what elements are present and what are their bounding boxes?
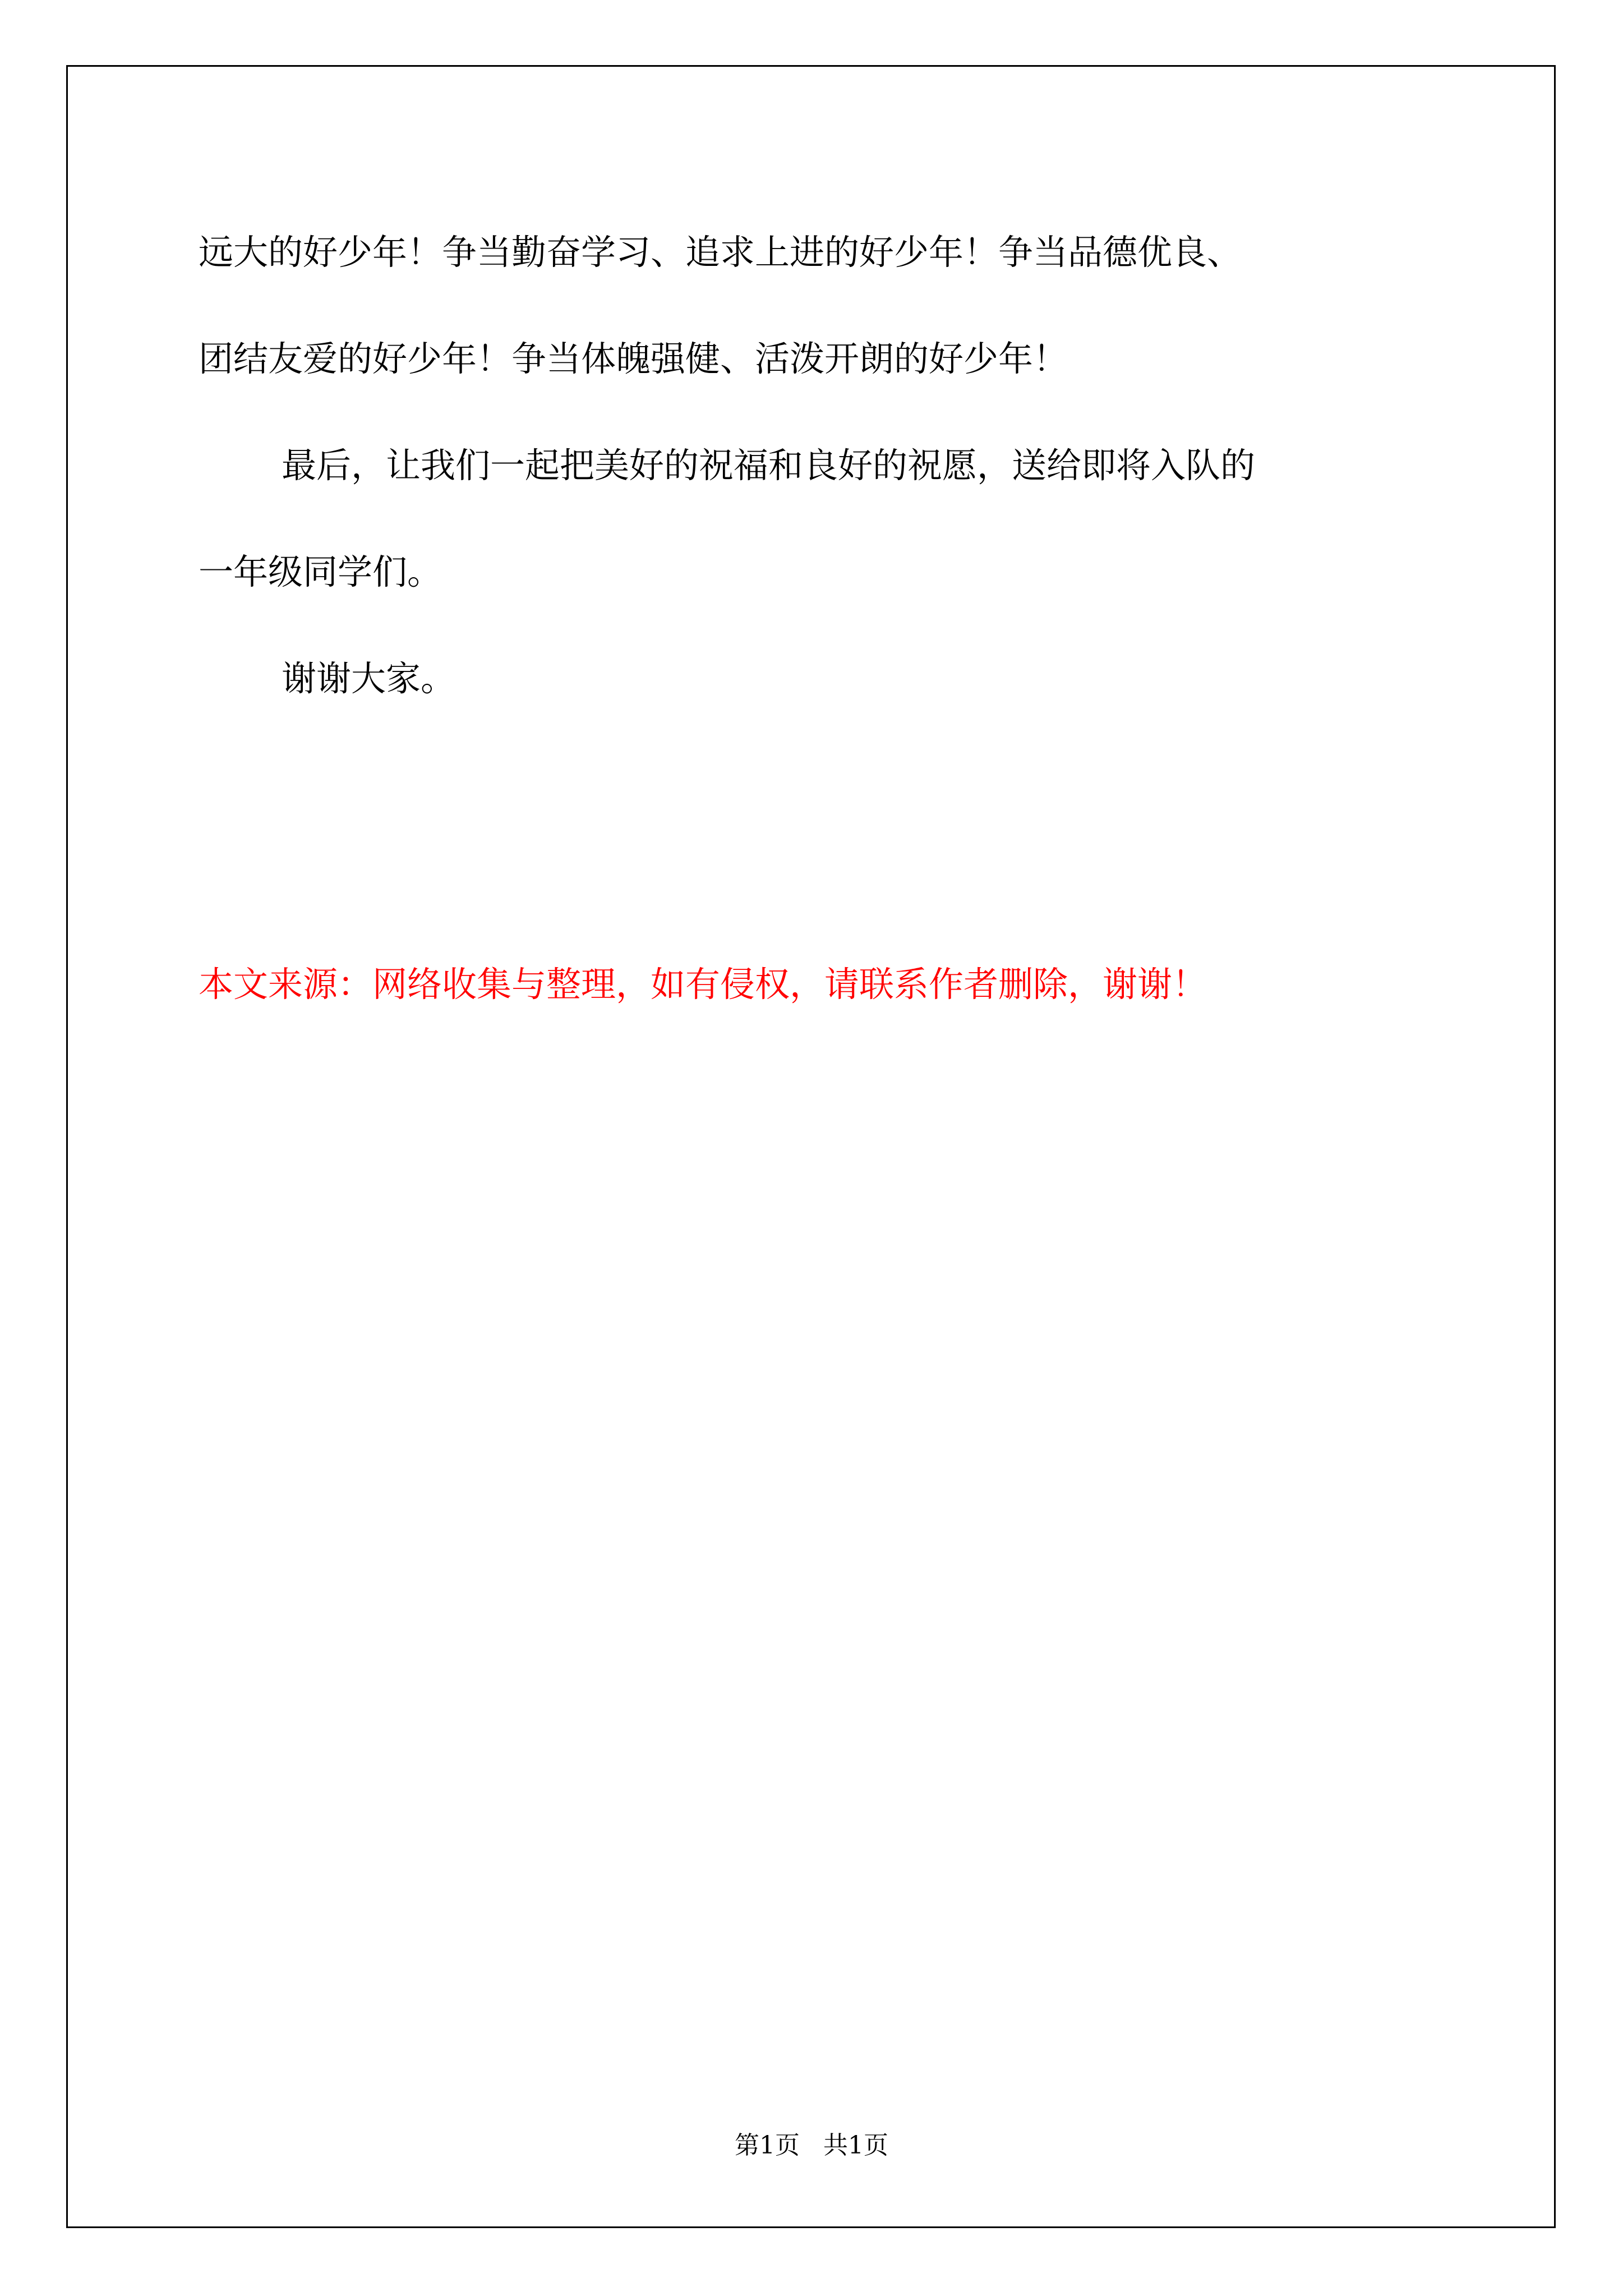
paragraph-line: 最后，让我们一起把美好的祝福和良好的祝愿，送给即将入队的 [282,445,1256,486]
body-paragraph-1 [199,199,1432,412]
body-paragraph-3 [199,625,1432,732]
paragraph-line: 一年级同学们。 [199,551,442,592]
page-footer: 第1页 共1页 [735,2131,888,2160]
paragraph-line: 谢谢大家。 [282,658,456,699]
source-note: 本文来源：网络收集与整理，如有侵权，请联系作者删除，谢谢！ [199,964,1207,1005]
body-paragraph-2 [199,412,1432,625]
paragraph-line: 远大的好少年！争当勤奋学习、追求上进的好少年！争当品德优良、 [199,232,1242,273]
paragraph-line: 团结友爱的好少年！争当体魄强健、活泼开朗的好少年！ [199,338,1068,379]
